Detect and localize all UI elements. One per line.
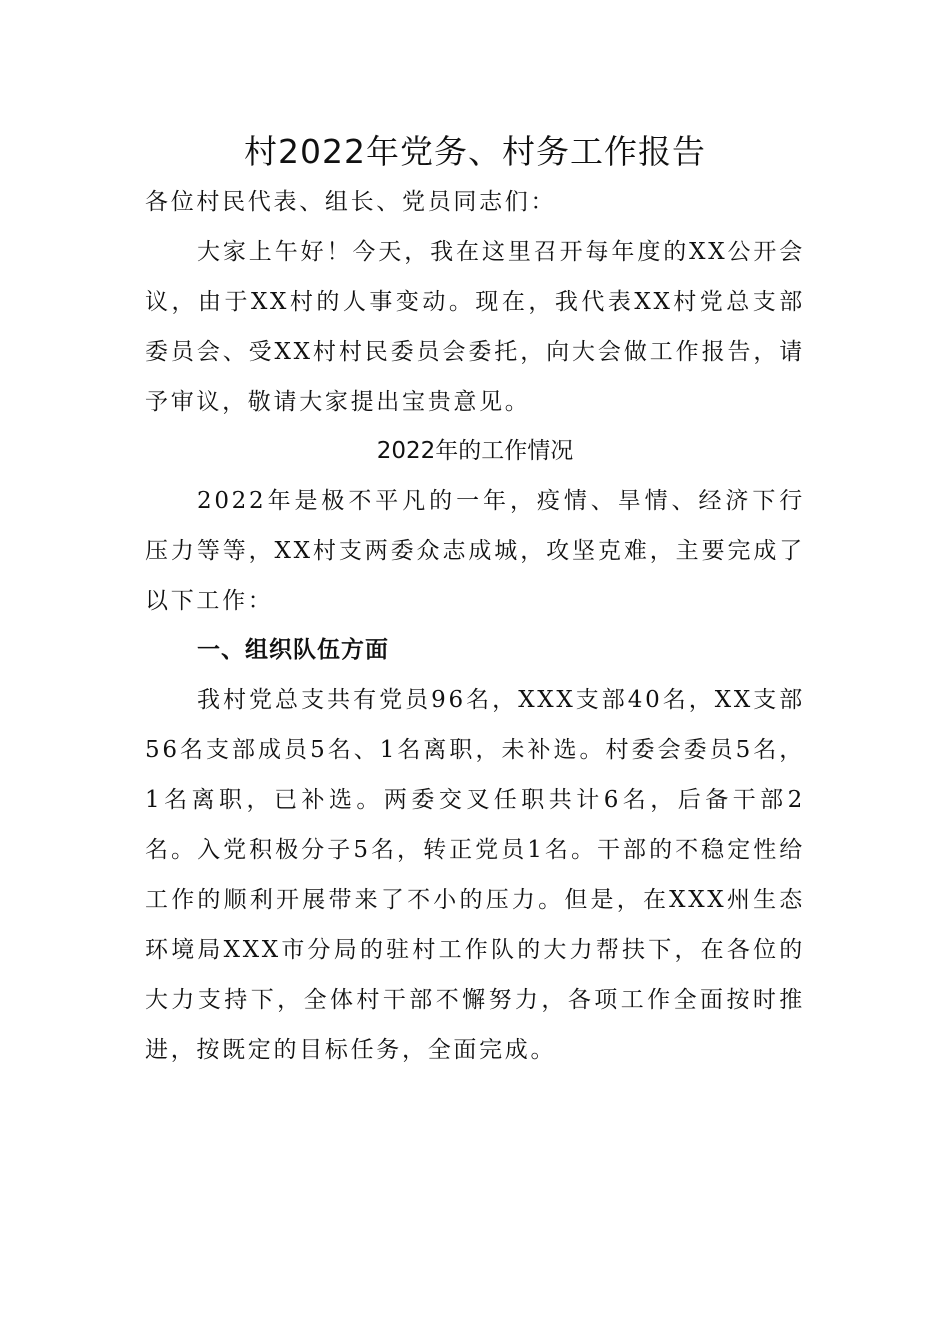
organization-paragraph: 我村党总支共有党员96名，XXX支部40名，XX支部56名支部成员5名、1名离职，未补选。村委会委员5名，1名离职，已补选。两委交叉任职共计6名，后备干部2名。入党积极分子5名，转正党员1名。干部的不稳定性给工作的顺利开展带来了不小的压力。但是，在XXX州生态环境局XXX市分局的驻村工作队的大力帮扶下，在各位的大力支持下，全体村干部不懈努力，各项工作全面按时推进，按既定的目标任务，全面完成。 xyxy=(145,687,805,1063)
overview-paragraph: 2022年是极不平凡的一年，疫情、旱情、经济下行压力等等，XX村支两委众志成城，攻坚克难，主要完成了以下工作： xyxy=(145,488,805,614)
document-title: 村2022年党务、村务工作报告 xyxy=(244,132,706,171)
opening-paragraph: 大家上午好！今天，我在这里召开每年度的XX公开会议，由于XX村的人事变动。现在，我代表XX村党总支部委员会、受XX村村民委员会委托，向大会做工作报告，请予审议，敬请大家提出宝贵意见。 xyxy=(145,239,805,415)
subsection-heading: 一、组织队伍方面 xyxy=(197,637,389,663)
section-title: 2022年的工作情况 xyxy=(376,438,574,464)
greeting-line: 各位村民代表、组长、党员同志们： xyxy=(145,189,557,215)
